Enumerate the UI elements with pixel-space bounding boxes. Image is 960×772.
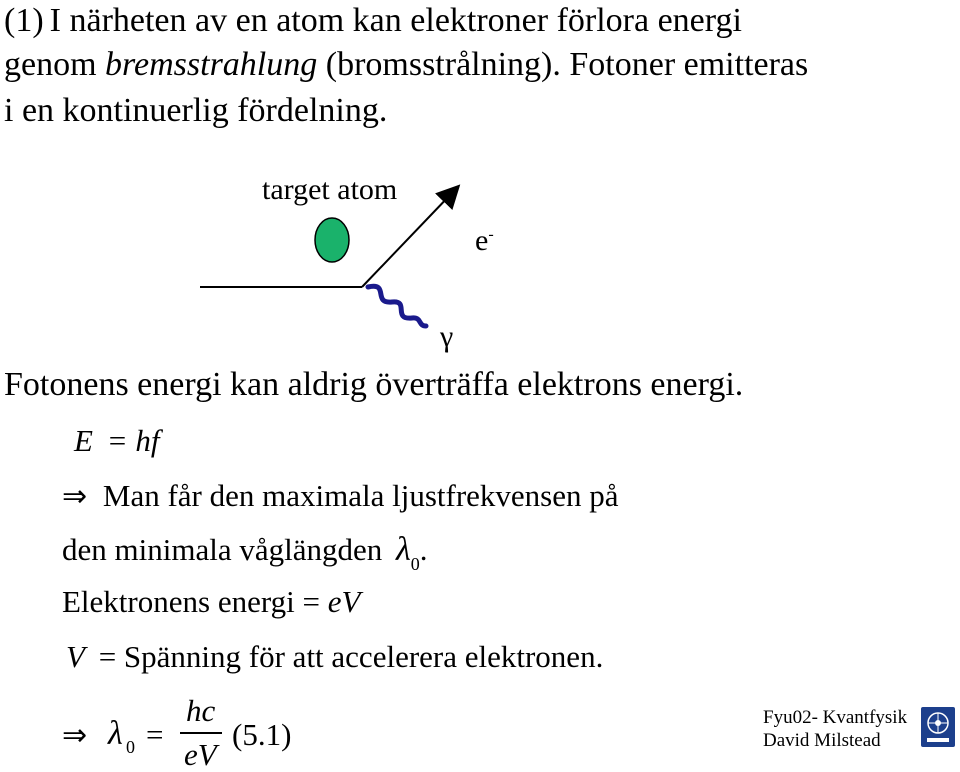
author-label: David Milstead (763, 730, 881, 751)
electron-energy-line (62, 586, 360, 617)
lambda-symbol: λ (395, 531, 411, 568)
fraction-denominator: eV (184, 737, 217, 772)
voltage-line (66, 641, 603, 672)
max-frequency-text: Man får den maximala ljustfrekvensen på (102, 478, 619, 513)
voltage-symbol: V (66, 639, 85, 674)
min-wavelength-line (62, 531, 428, 574)
item-number: (1) (4, 2, 44, 39)
target-atom-label: target atom (262, 173, 398, 206)
target-atom-circle (315, 218, 349, 262)
fraction-bar (180, 732, 222, 734)
electron-symbol: e (475, 224, 489, 257)
equation-e-hf (74, 425, 159, 456)
photon-wave (368, 286, 426, 326)
energy-rhs: = hf (106, 423, 160, 458)
electron-label (475, 226, 494, 256)
intro-line-3: i en kontinuerlig fördelning. (4, 92, 388, 129)
statement-line: Fotonens energi kan aldrig överträffa elektrons energi. (4, 366, 744, 403)
lambda-symbol-2: λ (108, 715, 123, 752)
course-label: Fyu02- Kvantfysik (763, 707, 908, 728)
implies-arrow-icon-2: ⇒ (62, 718, 88, 753)
final-equation (62, 693, 362, 772)
equation-reference: (5.1) (232, 717, 292, 752)
fraction-numerator: hc (186, 693, 216, 728)
energy-symbol: E (74, 423, 93, 458)
outgoing-electron-path (362, 193, 452, 287)
lambda-subscript-2: 0 (126, 737, 135, 757)
intro-line-2-post: (bromsstrålning). Fotoner emitteras (317, 46, 809, 83)
sentence-period: . (419, 532, 428, 567)
intro-line-1-text: I närheten av en atom kan elektroner förlora energi (49, 2, 742, 39)
voltage-definition: = Spänning för att accelerera elektronen. (98, 639, 604, 674)
implies-line-1 (62, 480, 619, 512)
electron-charge: - (488, 226, 494, 243)
lambda-subscript: 0 (410, 554, 420, 574)
fysikum-logo-icon (921, 707, 955, 747)
photon-label: γ (440, 320, 454, 353)
min-wavelength-text: den minimala våglängden (62, 532, 383, 567)
implies-arrow-icon: ⇒ (62, 479, 88, 514)
electron-energy-value: eV (327, 584, 361, 619)
intro-line-2-pre: genom (4, 46, 106, 83)
bremsstrahlung-term: bremsstrahlung (105, 46, 318, 83)
electron-energy-text: Elektronens energi = (62, 584, 328, 619)
equals-sign: = (146, 717, 164, 752)
